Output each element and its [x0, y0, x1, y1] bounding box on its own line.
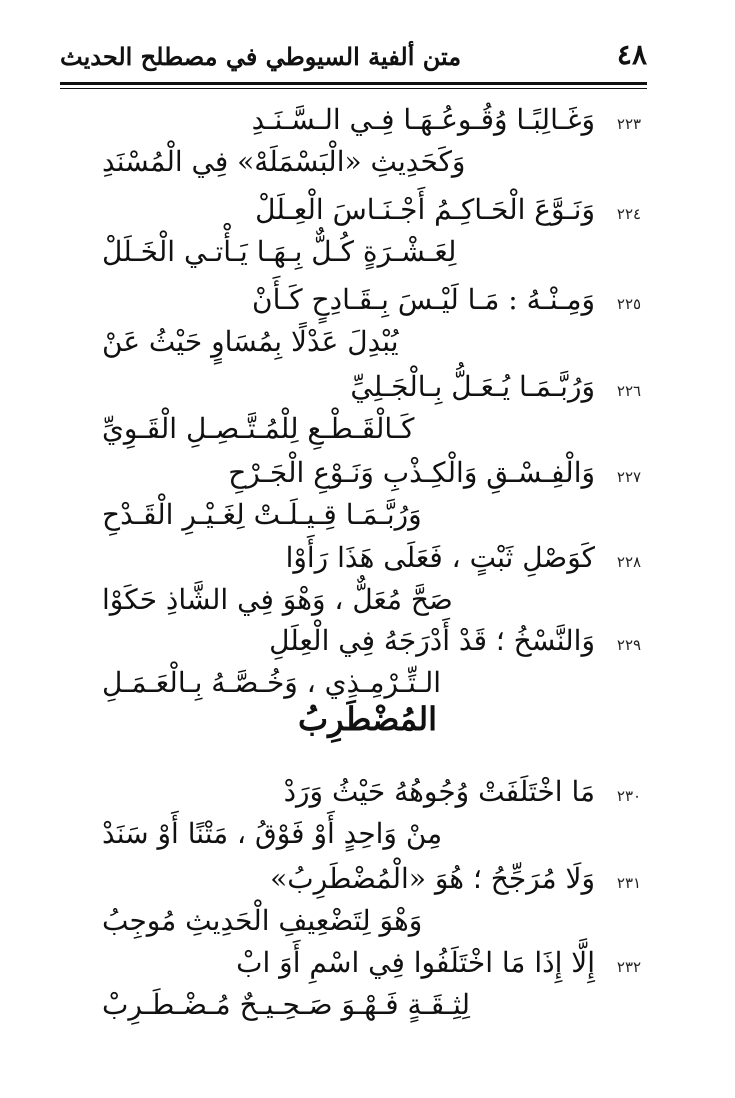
- verse-second-hemistich: وَهْوَ لِتَضْعِيفِ الْحَدِيثِ مُوجِبُ: [102, 904, 423, 937]
- verse-first-hemistich: وَالنَّسْخُ ؛ قَدْ أَدْرَجَهُ فِي الْعِلَلِ: [269, 624, 595, 657]
- verse-second-hemistich: وَرُبَّـمَـا قِـيـلَـتْ لِغَـيْـرِ الْقَـدْحِ: [102, 498, 422, 531]
- verse-first-hemistich: إِلَّا إِذَا مَا اخْتَلَفُوا فِي اسْمِ أَوَ ابْ: [236, 946, 595, 979]
- verse-number: ٢٢٨: [616, 553, 642, 571]
- verse-number: ٢٢٦: [616, 382, 642, 400]
- verse-second-hemistich: لِعَـشْـرَةٍ كُـلٌّ بِـهَـا يَـأْتـي الْخَـلَلْ: [102, 235, 457, 268]
- verse-second-hemistich: الـتِّـرْمِـذِي ، وَخُـصَّـهُ بِـالْعَـمَـلِ: [102, 666, 442, 699]
- verse-first-hemistich: وَالْفِـسْـقِ وَالْكِـذْبِ وَنَـوْعِ الْجَـرْحِ: [228, 456, 595, 489]
- verse-first-hemistich: وَمِـنْـهُ : مَـا لَيْـسَ بِـقَـادِحٍ كَـأَنْ: [252, 283, 595, 316]
- verse-first-hemistich: وَلَا مُرَجِّحُ ؛ هُوَ «الْمُضْطَرِبُ»: [270, 862, 595, 895]
- verse-number: ٢٣٠: [616, 787, 642, 805]
- verse-number: ٢٣٢: [616, 958, 642, 976]
- verse-second-hemistich: كَـالْقَـطْـعِ لِلْمُـتَّـصِـلِ الْقَـوِيِّ: [102, 412, 415, 445]
- verse-number: ٢٢٥: [616, 295, 642, 313]
- verse-first-hemistich: وَرُبَّـمَـا يُـعَـلُّ بِـالْجَـلِيِّ: [350, 370, 595, 403]
- page-header: [60, 38, 647, 82]
- verse-second-hemistich: يُبْدِلَ عَدْلًا بِمُسَاوٍ حَيْثُ عَنْ: [102, 325, 399, 358]
- verse-number: ٢٢٩: [616, 636, 642, 654]
- header-rule-thick: [60, 82, 647, 85]
- verse-number: ٢٢٤: [616, 205, 642, 223]
- verse-first-hemistich: كَوَصْلِ ثَبْتٍ ، فَعَلَى هَذَا رَأَوْا: [285, 541, 595, 574]
- verse-second-hemistich: صَحَّ مُعَلٌّ ، وَهْوَ فِي الشَّاذِ حَكَوْا: [102, 583, 453, 616]
- verse-second-hemistich: مِنْ وَاحِدٍ أَوْ فَوْقُ ، مَتْنًا أَوْ سَنَدْ: [102, 817, 443, 850]
- verse-first-hemistich: وَغَـالِبًـا وُقُـوعُـهَـا فِـي الـسَّـنَـدِ: [251, 103, 595, 136]
- page-number: ٤٨: [616, 38, 647, 71]
- verse-first-hemistich: وَنَـوَّعَ الْحَـاكِـمُ أَجْـنَـاسَ الْعِـلَلْ: [255, 193, 595, 226]
- verse-number: ٢٣١: [616, 874, 642, 892]
- verse-second-hemistich: لِثِـقَـةٍ فَـهْـوَ صَـحِـيـحٌ مُـضْـطَـرِبْ: [102, 988, 471, 1021]
- header-rule-thin: [60, 88, 647, 89]
- verse-first-hemistich: مَا اخْتَلَفَتْ وُجُوهُهُ حَيْثُ وَرَدْ: [283, 775, 595, 808]
- verse-number: ٢٢٧: [616, 468, 642, 486]
- section-heading: المُضْطَرِبُ: [298, 700, 437, 738]
- verse-number: ٢٢٣: [616, 115, 642, 133]
- verse-second-hemistich: وَكَحَدِيثِ «الْبَسْمَلَهْ» فِي الْمُسْنَدِ: [102, 145, 466, 178]
- running-title: متن ألفية السيوطي في مصطلح الحديث: [60, 42, 462, 71]
